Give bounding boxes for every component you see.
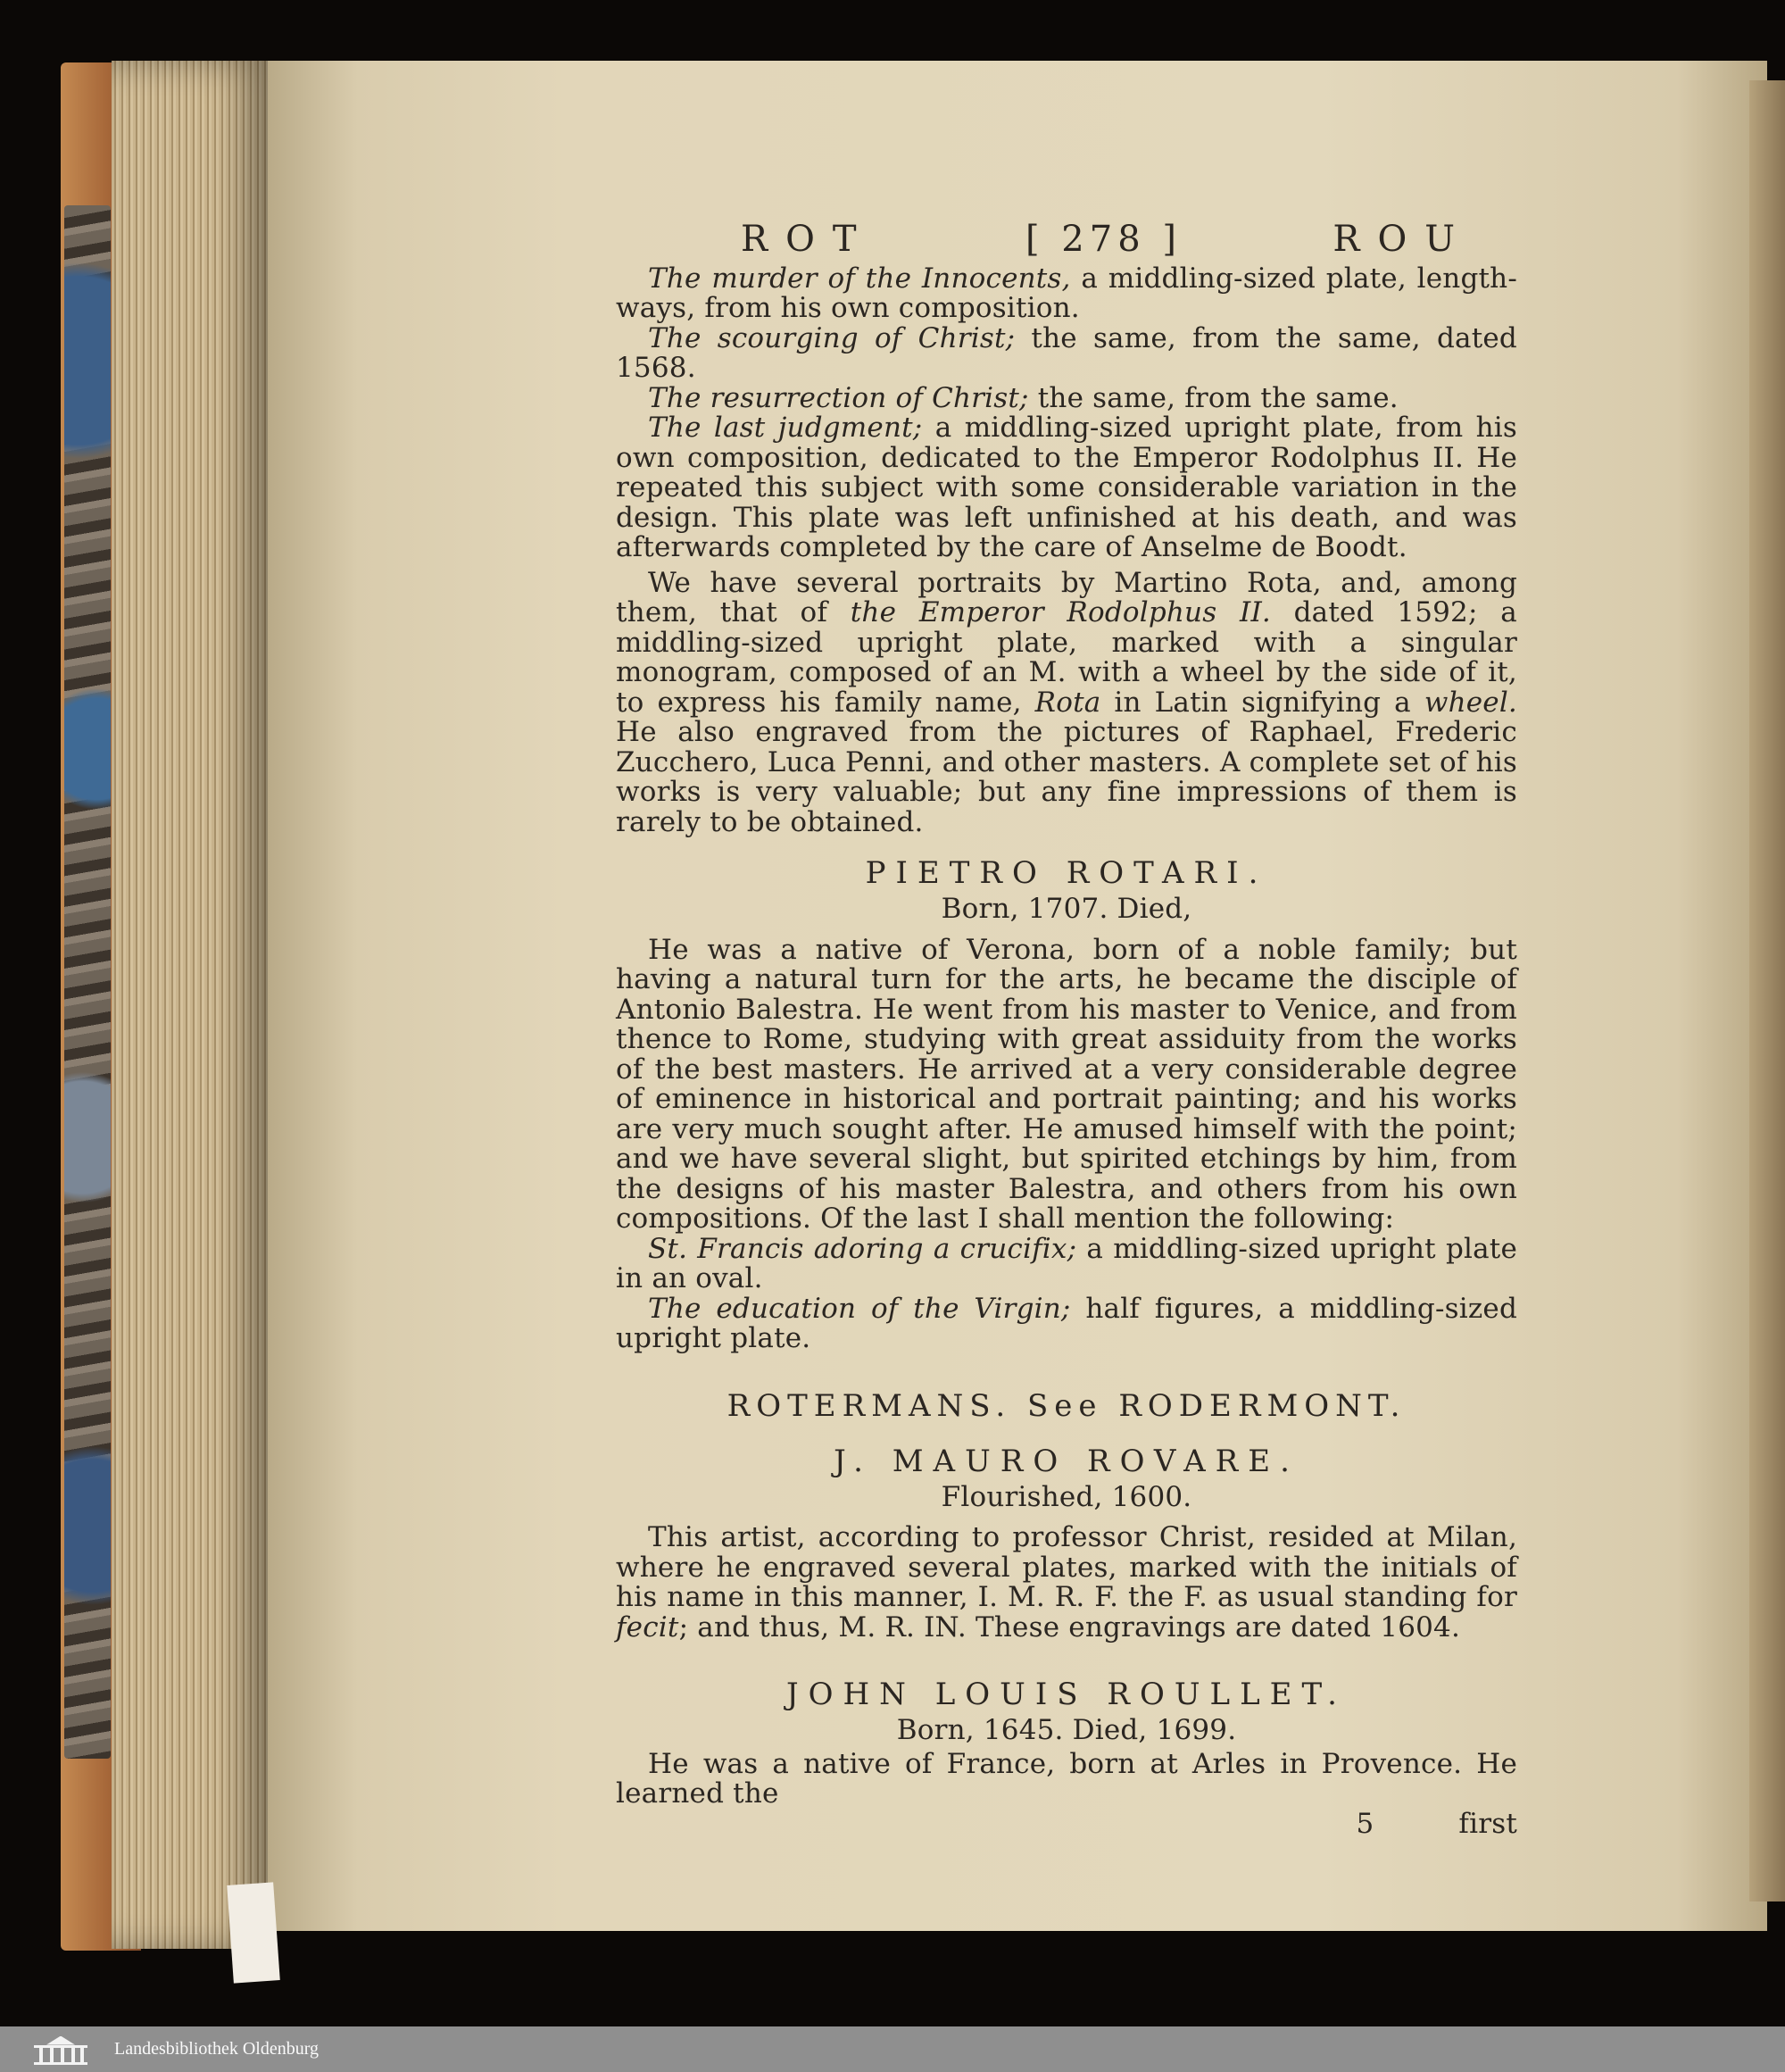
cross-reference-rotermans: ROTERMANS. See RODERMONT. [726, 1387, 1407, 1424]
artist-heading-rovare: J. MAURO ROVARE. [834, 1443, 1299, 1479]
library-name: Landesbibliothek Oldenburg [114, 2039, 320, 2059]
artist-dates-rotari: Born, 1707. Died, [941, 893, 1192, 925]
header-left: ROT [741, 219, 875, 260]
page-text [616, 219, 1517, 1840]
catchline [616, 1807, 1517, 1840]
roullet-biography: He was a native of France, born at Arles in Provence. He learned the [616, 1747, 1517, 1810]
marbled-edge [64, 205, 111, 1759]
library-footer-bar [0, 2026, 1785, 2072]
artist-dates-roullet: Born, 1645. Died, 1699. [896, 1714, 1237, 1746]
page-edges [112, 61, 272, 1949]
work-entry: The resurrection of Christ; the same, from the same. [648, 381, 1399, 414]
library-building-icon [34, 2035, 87, 2065]
rota-portraits-paragraph: We have several portraits by Martino Rota, and, among them, that of the Emperor Rodolphus II. dated 1592; a middling-sized upright plate, marked with a singular monogram, composed of an M. with a wheel by the side of it, to express his family name, Rota in Latin signifying a wheel. He also engraved from the pictures of Raphael, Frederic Zucchero, Luca Penni, and other masters. A complete set of his works is very valuable; but any fine impressions of them is rarely to be obtained. [616, 566, 1517, 838]
work-entry: The murder of the Innocents, a middling-sized plate, length-ways, from his own composition. [616, 262, 1517, 324]
paper-tab [227, 1882, 280, 1983]
artist-heading-rotari: PIETRO ROTARI. [865, 855, 1268, 891]
rotari-biography: He was a native of Verona, born of a noble family; but having a natural turn for the arts, he became the disciple of Antonio Balestra. He went from his master to Venice, and from thence to Rome, studying with great assiduity from the works of the best masters. He arrived at a very considerable degree of eminence in historical and portrait painting; and his works are very much sought after. He amused himself with the point; and we have several slight, but spirited etchings by him, from the designs of his master Balestra, and others from his own compositions. Of the last I shall mention the following: [616, 933, 1517, 1235]
work-entry: The last judgment; a middling-sized upright plate, from his own composition, dedicated to the Emperor Rodolphus II. He repeated this subject with some considerable variation in the design. This plate was left unfinished at his death, and was afterwards completed by the care of Anselme de Boodt. [616, 412, 1517, 563]
header-right: ROU [1333, 219, 1473, 260]
running-header [741, 219, 1473, 260]
work-entry: The scourging of Christ; the same, from the same, dated 1568. [616, 321, 1517, 384]
artist-heading-roullet: JOHN LOUIS ROULLET. [786, 1677, 1347, 1712]
rovare-biography: This artist, according to professor Christ, resided at Milan, where he engraved several plates, marked with the initials of his name in this manner, I. M. R. F. the F. as usual standing for fecit; and thus, M. R. IN. These engravings are dated 1604. [616, 1521, 1517, 1643]
work-entry: The education of the Virgin; half figures, a middling-sized upright plate. [616, 1292, 1517, 1354]
page-number: [ 278 ] [1025, 219, 1182, 260]
signature-mark: 5 [1356, 1807, 1374, 1840]
catchword: first [1458, 1807, 1517, 1840]
artist-dates-rovare: Flourished, 1600. [941, 1480, 1192, 1513]
facing-page-edge [1749, 80, 1785, 1901]
work-entry: St. Francis adoring a crucifix; a middling-sized upright plate in an oval. [616, 1232, 1517, 1294]
